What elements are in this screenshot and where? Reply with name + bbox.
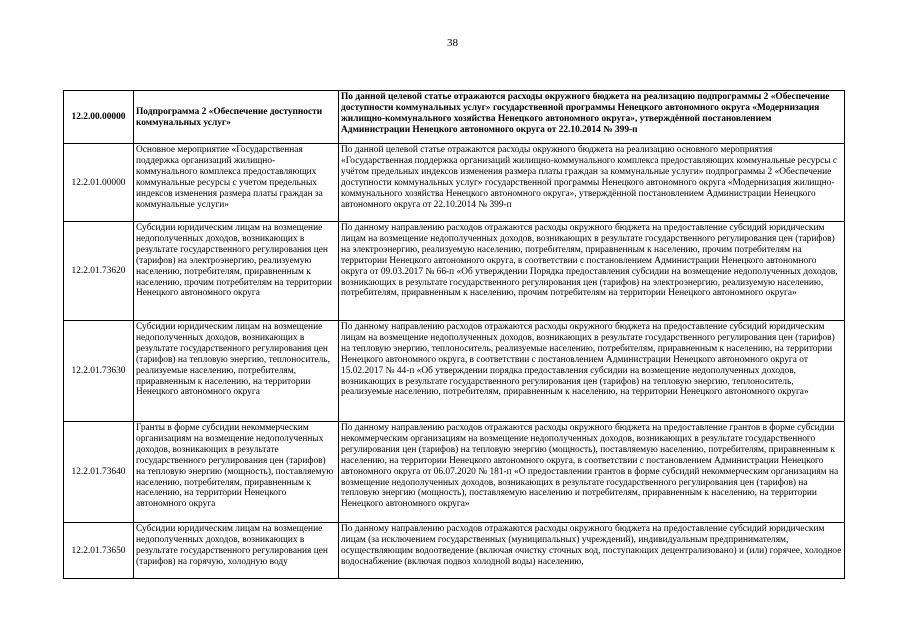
table-row [64, 91, 845, 144]
table-row [64, 523, 845, 579]
program-name-cell: Гранты в форме субсидии некоммерческим организациям на возмещение недополученных доходов, возникающих в результате государственного регулирования цен (тарифов) на тепловую энергию (мощность), поставляемую населению, потребителям, приравненным к населению, на территории Ненецкого автономного округа [134, 422, 339, 523]
table-row [64, 422, 845, 523]
program-name-cell: Подпрограмма 2 «Обеспечение доступности коммунальных услуг» [134, 91, 339, 144]
description-cell: По данной целевой статье отражаются расходы окружного бюджета на реализацию подпрограммы 2 «Обеспечение доступности коммунальных услуг» государственной программы Ненецкого автономного округа «Модернизация жилищно-коммунального хозяйства Ненецкого автономного округа», утверждённой постановлением Администрации Ненецкого автономного округа от 22.10.2014 № 399-п [339, 91, 845, 144]
description-cell: По данному направлению расходов отражаются расходы окружного бюджета на предоставление грантов в форме субсидии некоммерческим организациям на возмещение недополученных доходов, возникающих в результате государственного регулирования цен (тарифов) на тепловую энергию (мощность), поставляемую населению, потребителям, приравненным к населению, на территории Ненецкого автономного округа, в соответствии с постановлением Администрации Ненецкого автономного округа от 06.07.2020 № 181-п «О предоставлении грантов в форме субсидий некоммерческим организациям на возмещение недополученных доходов, возникающих в результате государственного регулирования цен (тарифов) на тепловую энергию (мощность), поставляемую населению и потребителям, приравненным к населению, на территории Ненецкого автономного округа» [339, 422, 845, 523]
table-row [64, 222, 845, 321]
description-cell: По данному направлению расходов отражаются расходы окружного бюджета на предоставление субсидий юридическим лицам на возмещение недополученных доходов, возникающих в результате государственного регулирования цен (тарифов) на тепловую энергию, теплоноситель, реализуемые населению, потребителям, приравненным к населению, на территории Ненецкого автономного округа, в соответствии с постановлением Администрации Ненецкого автономного округа от 15.02.2017 № 44-п «Об утверждении порядка предоставления субсидии на возмещение недополученных доходов, возникающих в результате государственного регулирования цен (тарифов) на тепловую энергию, теплоноситель, реализуемые населению, потребителям, приравненным к населению, на территории Ненецкого автономного округа» [339, 321, 845, 422]
program-name-cell: Субсидии юридическим лицам на возмещение недополученных доходов, возникающих в результате государственного регулирования цен (тарифов) на тепловую энергию, теплоноситель, реализуемые населению, потребителям, приравненным к населению, на территории Ненецкого автономного округа [134, 321, 339, 422]
program-name-cell: Субсидии юридическим лицам на возмещение недополученных доходов, возникающих в результате государственного регулирования цен (тарифов) на горячую, холодную воду [134, 523, 339, 579]
budget-classification-table [63, 90, 845, 579]
target-code-cell: 12.2.01.73620 [64, 222, 134, 321]
table-row [64, 144, 845, 222]
program-name-cell: Субсидии юридическим лицам на возмещение недополученных доходов, возникающих в результате государственного регулирования цен (тарифов) на электроэнергию, реализуемую населению, потребителям, приравненным к населению, прочим потребителям на территории Ненецкого автономного округа [134, 222, 339, 321]
target-code-cell: 12.2.01.73650 [64, 523, 134, 579]
table-row [64, 321, 845, 422]
target-code-cell: 12.2.01.73640 [64, 422, 134, 523]
description-cell: По данному направлению расходов отражаются расходы окружного бюджета на предоставление субсидий юридическим лицам на возмещение недополученных доходов, возникающих в результате государственного регулирования цен (тарифов) на электроэнергию, реализуемую населению, потребителям, приравненным к населению, прочим потребителям на территории Ненецкого автономного округа, в соответствии с постановлением Администрации Ненецкого автономного округа от 09.03.2017 № 66-п «Об утверждении Порядка предоставления субсидии на возмещение недополученных доходов, возникающих в результате государственного регулирования цен (тарифов) на электроэнергию, реализуемую населению, потребителям, приравненным к населению, прочим потребителям на территории Ненецкого автономного округа» [339, 222, 845, 321]
target-code-cell: 12.2.01.00000 [64, 144, 134, 222]
target-code-cell: 12.2.00.00000 [64, 91, 134, 144]
page-number: 38 [447, 37, 458, 49]
description-cell: По данной целевой статье отражаются расходы окружного бюджета на реализацию основного мероприятия «Государственная поддержка организаций жилищно-коммунального комплекса предоставляющих коммунальные ресурсы с учётом предельных индексов изменения размера платы граждан за коммунальные услуги» подпрограммы 2 «Обеспечение доступности коммунальных услуг» государственной программы Ненецкого автономного округа «Модернизация жилищно-коммунального хозяйства Ненецкого автономного округа», утверждённой постановлением Администрации Ненецкого автономного округа от 22.10.2014 № 399-п [339, 144, 845, 222]
target-code-cell: 12.2.01.73630 [64, 321, 134, 422]
program-name-cell: Основное мероприятие «Государственная поддержка организаций жилищно-коммунального комплекса предоставляющих коммунальные ресурсы с учетом предельных индексов изменения размера платы граждан за коммунальные услуги» [134, 144, 339, 222]
description-cell: По данному направлению расходов отражаются расходы окружного бюджета на предоставление субсидий юридическим лицам (за исключением государственных (муниципальных) учреждений), индивидуальным предпринимателям, осуществляющим водоотведение (включая очистку сточных вод, поступающих децентрализовано) и (или) горячее, холодное водоснабжение (включая подвоз холодной воды) населению, [339, 523, 845, 579]
